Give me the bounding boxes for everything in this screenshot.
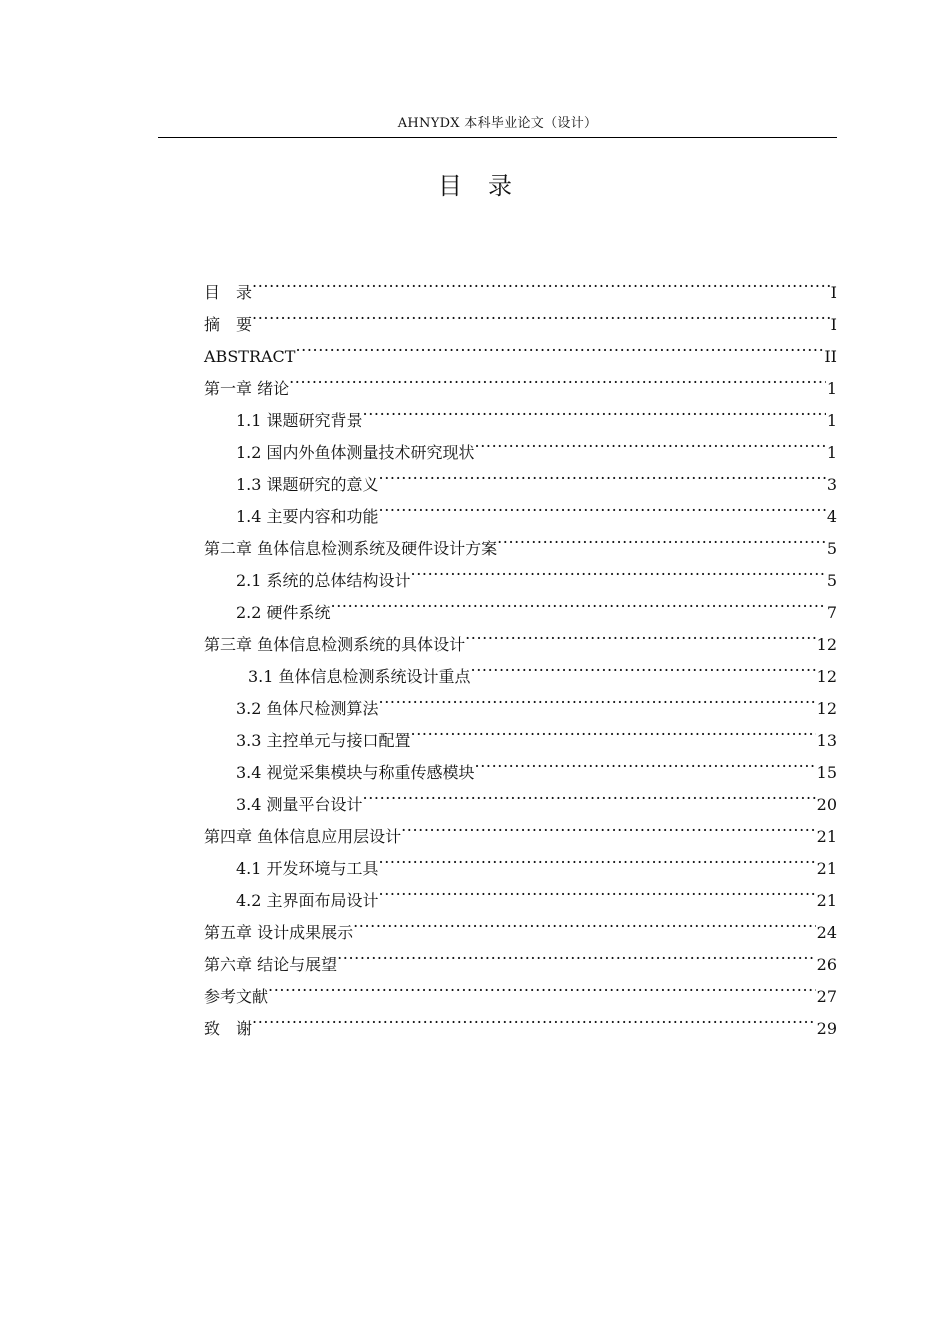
toc-dot-leader xyxy=(379,682,816,714)
toc-entry-page: 5 xyxy=(826,539,837,558)
toc-entry-label: 2.1 系统的总体结构设计 xyxy=(236,571,411,590)
toc-dot-leader xyxy=(268,970,816,1002)
toc-entry-label: 1.2 国内外鱼体测量技术研究现状 xyxy=(236,443,475,462)
toc-entry-page: 20 xyxy=(816,795,837,814)
toc-entry-label: 2.2 硬件系统 xyxy=(236,603,331,622)
toc-dot-leader xyxy=(401,810,816,842)
toc-entry-label: 摘 要 xyxy=(204,315,253,334)
toc-dot-leader xyxy=(363,778,816,810)
toc-entry-page: 15 xyxy=(816,763,837,782)
toc-entry-page: 1 xyxy=(826,379,837,398)
toc-entry[interactable] xyxy=(204,362,837,398)
toc-entry-label: 第六章 结论与展望 xyxy=(204,955,338,974)
toc-dot-leader xyxy=(353,906,816,938)
toc-entry-page: 24 xyxy=(816,923,837,942)
toc-dot-leader xyxy=(295,330,823,362)
header-rule xyxy=(158,137,837,138)
toc-entry-label: 3.4 测量平台设计 xyxy=(236,795,363,814)
toc-entry-page: 13 xyxy=(816,731,837,750)
toc-entry-page: 4 xyxy=(826,507,837,526)
toc-dot-leader xyxy=(411,714,816,746)
toc-entry-page: 1 xyxy=(826,411,837,430)
toc-dot-leader xyxy=(379,490,826,522)
page-title xyxy=(0,170,950,202)
toc-entry-label: 3.2 鱼体尺检测算法 xyxy=(236,699,379,718)
toc-dot-leader xyxy=(363,394,826,426)
toc-dot-leader xyxy=(475,746,816,778)
toc-entry-page: 12 xyxy=(816,635,837,654)
toc-dot-leader xyxy=(475,426,826,458)
toc-dot-leader xyxy=(337,938,816,970)
toc-entry-label: 4.1 开发环境与工具 xyxy=(236,859,379,878)
toc-dot-leader xyxy=(289,362,826,394)
toc-entry[interactable] xyxy=(204,970,837,1006)
toc-entry-page: 27 xyxy=(816,987,837,1006)
toc-entry-label: 1.3 课题研究的意义 xyxy=(236,475,379,494)
toc-entry-page: 1 xyxy=(826,443,837,462)
page-title-char-2: 录 xyxy=(488,172,512,200)
toc-entry-page: II xyxy=(824,347,837,366)
toc-entry-label: 目 录 xyxy=(204,283,253,302)
toc-entry-label: 第四章 鱼体信息应用层设计 xyxy=(204,827,402,846)
toc-dot-leader xyxy=(379,842,816,874)
toc-entry[interactable] xyxy=(204,298,837,334)
toc-entry-page: 29 xyxy=(816,1019,837,1038)
toc-entry-label: 致 谢 xyxy=(204,1019,253,1038)
toc-dot-leader xyxy=(379,458,826,490)
toc-entry[interactable] xyxy=(204,1002,837,1038)
toc-dot-leader xyxy=(465,618,816,650)
toc-entry[interactable] xyxy=(204,394,837,430)
toc-entry-label: 4.2 主界面布局设计 xyxy=(236,891,379,910)
toc-entry-label: 参考文献 xyxy=(204,987,269,1006)
toc-dot-leader xyxy=(252,298,830,330)
toc-entry-page: 12 xyxy=(816,667,837,686)
toc-entry-label: 3.1 鱼体信息检测系统设计重点 xyxy=(248,667,471,686)
toc-dot-leader xyxy=(471,650,816,682)
toc-dot-leader xyxy=(252,1002,816,1034)
toc-dot-leader xyxy=(252,266,830,298)
running-header: AHNYDX 本科毕业论文（设计） xyxy=(397,116,598,131)
toc-entry-label: 第三章 鱼体信息检测系统的具体设计 xyxy=(204,635,466,654)
toc-entry-page: 12 xyxy=(816,699,837,718)
toc-entry-page: 5 xyxy=(826,571,837,590)
table-of-contents xyxy=(204,266,837,1038)
toc-entry[interactable] xyxy=(204,330,837,366)
toc-entry-label: 3.4 视觉采集模块与称重传感模块 xyxy=(236,763,475,782)
toc-entry-page: 7 xyxy=(826,603,837,622)
toc-dot-leader xyxy=(411,554,826,586)
toc-entry-label: 第二章 鱼体信息检测系统及硬件设计方案 xyxy=(204,539,498,558)
toc-entry-label: ABSTRACT xyxy=(204,347,296,366)
toc-entry-page: 26 xyxy=(816,955,837,974)
toc-entry-label: 第一章 绪论 xyxy=(204,379,290,398)
page-title-char-1: 目 xyxy=(438,172,462,200)
toc-entry-label: 3.3 主控单元与接口配置 xyxy=(236,731,411,750)
toc-entry-page: 21 xyxy=(816,859,837,878)
toc-entry-label: 1.4 主要内容和功能 xyxy=(236,507,379,526)
toc-dot-leader xyxy=(379,874,816,906)
toc-entry-label: 第五章 设计成果展示 xyxy=(204,923,354,942)
toc-dot-leader xyxy=(331,586,826,618)
toc-entry-page: 3 xyxy=(826,475,837,494)
toc-dot-leader xyxy=(497,522,826,554)
toc-entry-label: 1.1 课题研究背景 xyxy=(236,411,363,430)
toc-entry-page: I xyxy=(830,283,837,302)
toc-entry-page: 21 xyxy=(816,891,837,910)
toc-entry-page: I xyxy=(830,315,837,334)
toc-entry[interactable] xyxy=(204,266,837,302)
toc-entry-page: 21 xyxy=(816,827,837,846)
